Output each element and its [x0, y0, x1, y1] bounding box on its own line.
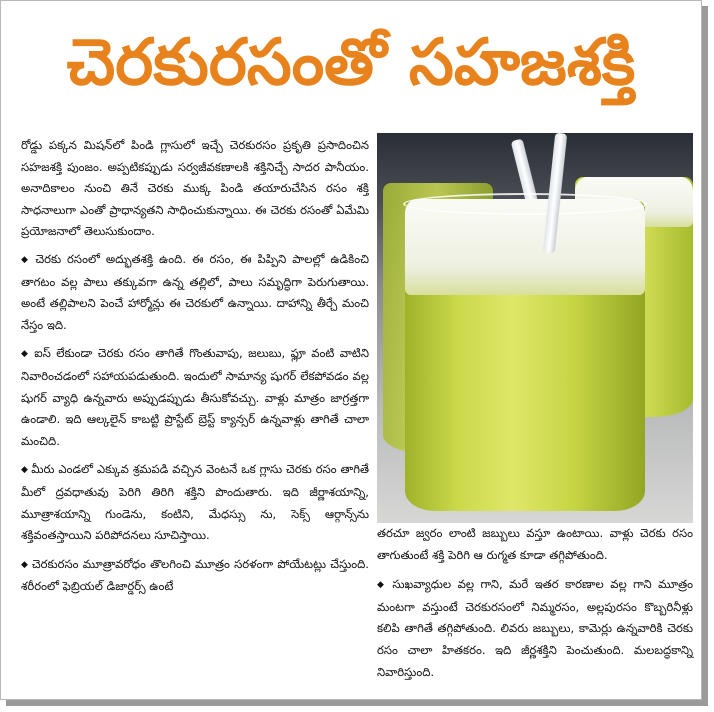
intro-paragraph: రోడ్డు పక్కన మిషన్‌లో పిండి గ్లాసులో ఇచ్చే చెరకురసం ప్రకృతి ప్రసాదించిన సహజశక్తి పుంజం. అప్పటికప్పుడు సర్వజీవకణాలకి శక్తినిచ్చే సాదర పానీయం. అనాదికాలం నుంచి తినే చెరకు ముక్క పిండి తయారుచేసిన రసం శక్తి సాధనాలుగా ఎంతో ప్రాధాన్యతని సాధించుకున్నాయి. ఈ చెరకు రసంతో ఏమేమి ప్రయోజనాలో తెలుసుకుందాం. — [21, 138, 369, 239]
bullet-paragraph: ◆ ఐస్ లేకుండా చెరకు రసం తాగితే గొంతువాపు, జలుబు, ఫ్లూ వంటి వాటిని నివారించడంలో సహాయపడుతుంది. ఇందులో సామాన్య షుగర్ లేకపోవడం వల్ల షుగర్ వ్యాధి ఉన్నవారు అప్పుడప్పుడు తీసుకోవచ్చు. వాళ్లు మాత్రం జాగ్రత్తగా ఉండాలి. ఇది ఆల్కలైన్ కాబట్టి ప్రొస్టేట్ బ్రెస్ట్ క్యాన్సర్ ఉన్నవాళ్లు తాగితే చాలా మంచిది. — [21, 343, 369, 452]
bullet-paragraph: ◆ మీరు ఎండలో ఎక్కువ శ్రమపడి వచ్చిన వెంటనే ఒక గ్లాసు చెరకు రసం తాగితే మీలో ద్రవధాతువు పెరిగి తిరిగి శక్తిని పొందుతారు. ఇది జీర్ణాశయాన్ని, మూత్రాశయాన్ని గుండెను, కంటిని, మేధస్సు ను, సెక్స్ ఆర్గాన్స్‌ను శక్తివంతస్తాయిని పరిపోదనలు సూచిస్తాయి. — [21, 459, 369, 546]
sugarcane-juice-photo — [377, 133, 693, 523]
article-column-left — [21, 135, 369, 605]
juice-glass-front — [405, 199, 645, 511]
bullet-paragraph: ◆ చెరకు రసంలో అద్భుతశక్తి ఉంది. ఈ రసం, ఈ పిప్పిని పాలల్లో ఉడికించి తాగటం వల్ల పాలు తక్కువగా ఉన్న తల్లిలో, పాలు సమృద్ధిగా పెరుగుతాయి. అంటే తల్లిపాలని పెంచే హార్మోన్లు ఈ చెరకులో ఉన్నాయి. దాహాన్ని తీర్చే మంచి నేస్తం ఇది. — [21, 249, 369, 336]
bullet-paragraph: ◆ సుఖవ్యాధుల వల్ల గాని, మరే ఇతర కారణాల వల్ల గాని మూత్రం మంటగా వస్తుంటే చెరకురసంలో నిమ్మరసం, అల్లపురసం కొబ్బరినీళ్లు కలిపి తాగితే తగ్గిపోతుంది. లివరు జబ్బులు, కామెర్లు ఉన్నవారికి చెరకు రసం చాలా హితకరం. ఇది జీర్ణశక్తిని పెంచుతుంది. మలబద్ధకాన్ని నివారిస్తుంది. — [377, 574, 693, 683]
bullet-paragraph: ◆ చెరకురసం మూత్రావరోధం తొలగించి మూత్రం సరళంగా పోయేటట్లు చేస్తుంది. శరీరంలో ఫెబ్రియల్ డిజార్డర్స్ ఉంటే — [21, 554, 369, 598]
continuation-paragraph: తరచూ జ్వరం లాంటి జబ్బులు వస్తూ ఉంటాయి. వాళ్లు చెరకు రసం తాగుతుంటే శక్తి పెరిగి ఆ రుగ్మత కూడా తగ్గిపోతుంది. — [377, 526, 693, 562]
headline: చెరకురసంతో సహజశక్తి — [66, 26, 636, 100]
glass-rim — [403, 193, 647, 215]
article-column-right — [377, 523, 693, 691]
